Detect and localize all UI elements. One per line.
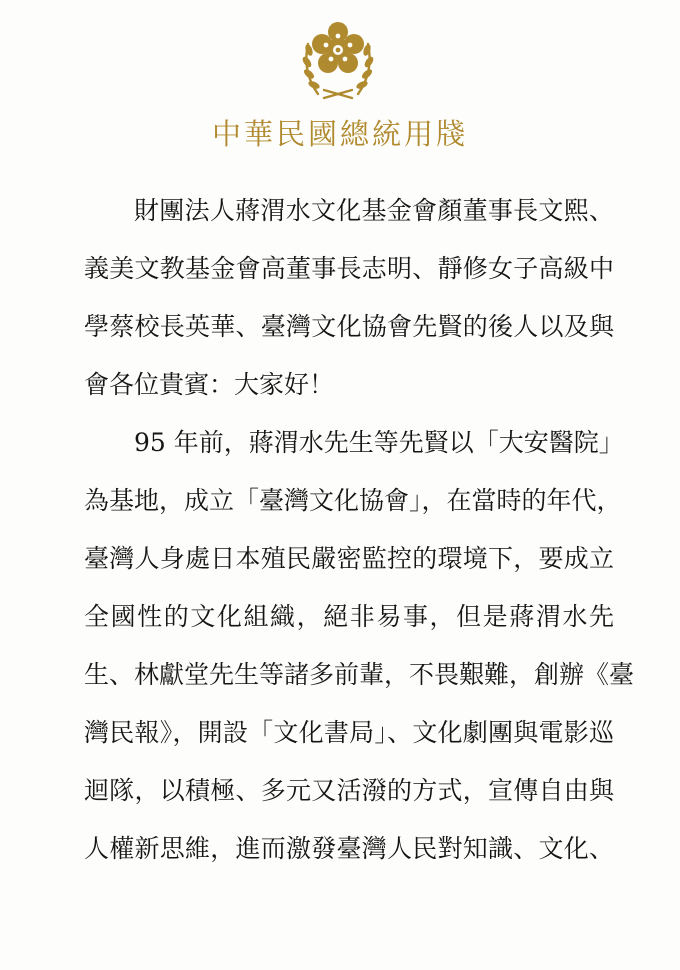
text-line: 為基地，成立「臺灣文化協會」，在當時的年代， xyxy=(84,486,622,515)
letterhead-title: 中華民國總統用牋 xyxy=(211,117,468,151)
text-line: 迴隊，以積極、多元又活潑的方式，宣傳自由與 xyxy=(84,776,614,805)
text-line: 95 年前，蔣渭水先生等先賢以「大安醫院」 xyxy=(134,428,624,457)
text-line: 人權新思維，進而激發臺灣人民對知識、文化、 xyxy=(84,834,614,863)
text-line: 生、林獻堂先生等諸多前輩，不畏艱難，創辦《臺 xyxy=(84,660,635,689)
text-line: 會各位貴賓：大家好！ xyxy=(84,370,335,399)
paragraph-greeting xyxy=(84,182,614,414)
text-line: 臺灣人身處日本殖民嚴密監控的環境下，要成立 xyxy=(84,544,614,573)
text-line: 全國性的文化組織，絕非易事，但是蔣渭水先 xyxy=(84,602,614,631)
letter-body xyxy=(84,182,635,878)
text-line: 學蔡校長英華、臺灣文化協會先賢的後人以及與 xyxy=(84,312,614,341)
text-line: 義美文教基金會高董事長志明、靜修女子高級中 xyxy=(84,254,614,283)
text-line: 灣民報》，開設「文化書局」、文化劇團與電影巡 xyxy=(84,718,614,747)
plum-blossom-emblem-icon xyxy=(288,14,388,104)
paragraph-history xyxy=(84,414,635,878)
text-line: 財團法人蔣渭水文化基金會顏董事長文熙、 xyxy=(134,196,614,225)
